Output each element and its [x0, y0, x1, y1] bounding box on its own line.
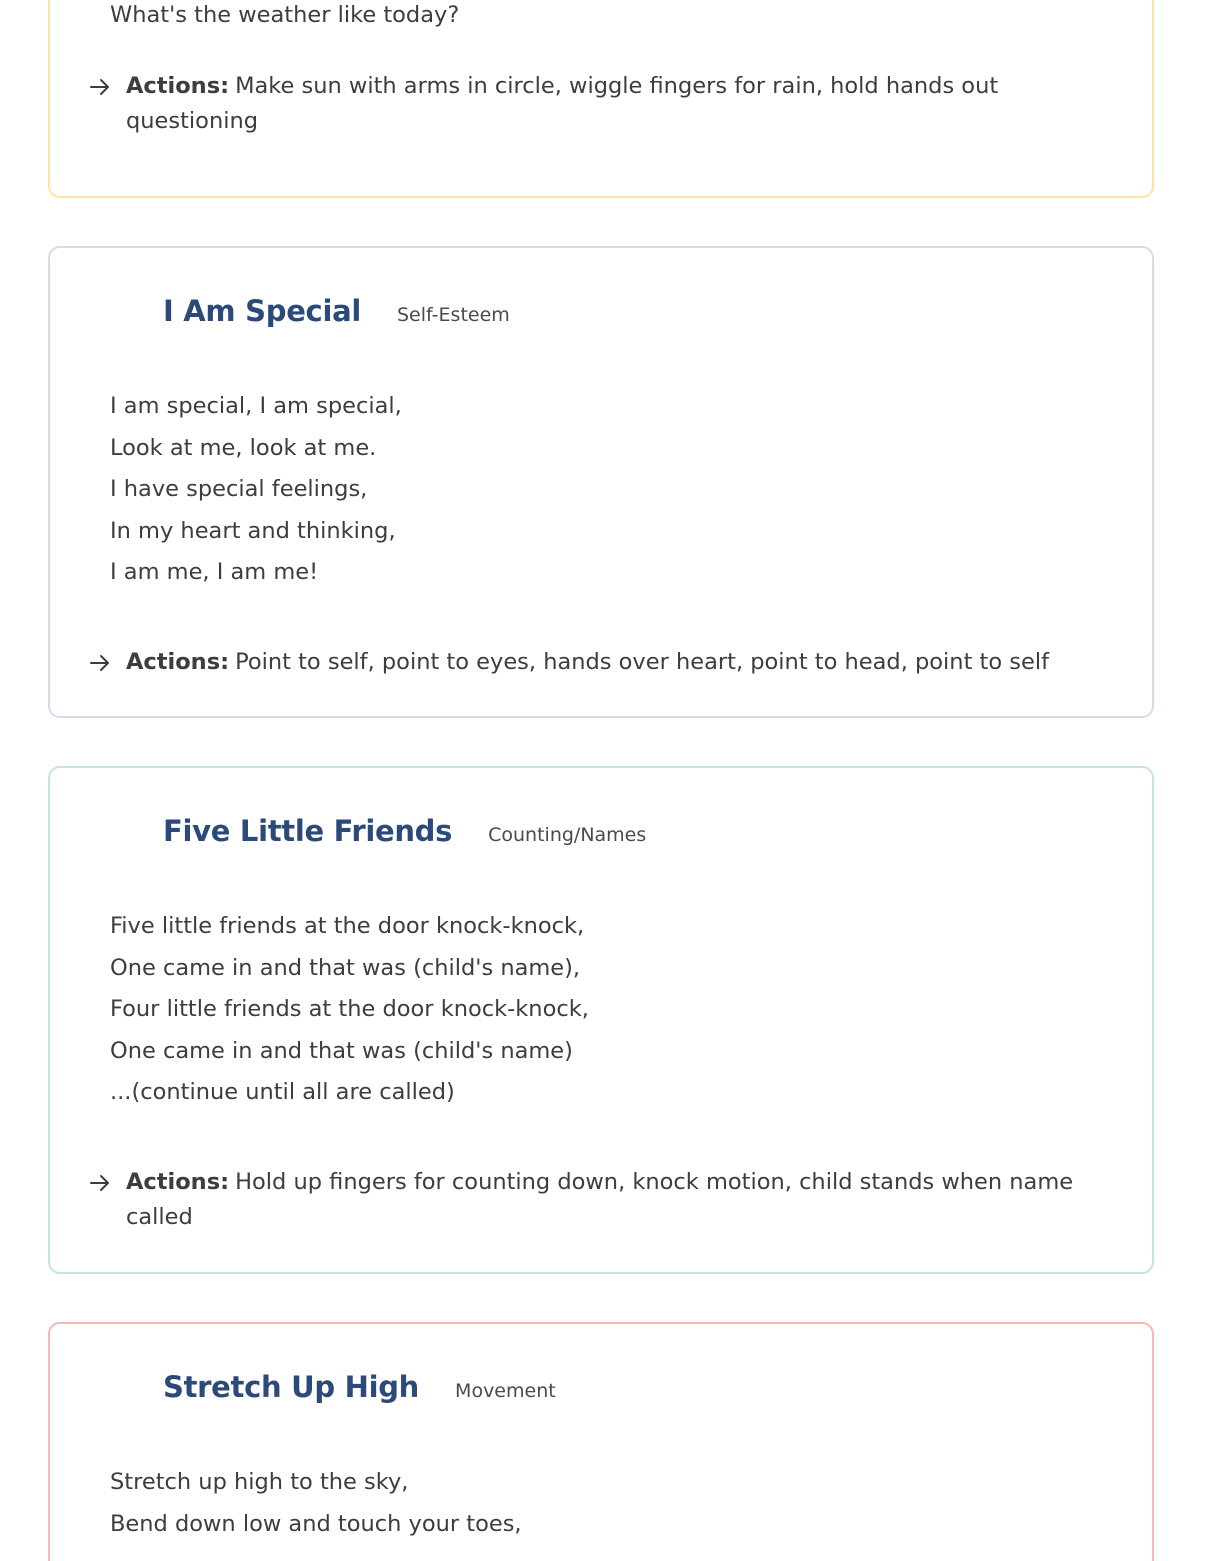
actions-description: Make sun with arms in circle, wiggle fingers for rain, hold hands out questioning — [126, 73, 999, 134]
actions-label: Actions: — [126, 73, 230, 99]
lyric-line: Four little friends at the door knock-knock, — [110, 996, 589, 1022]
actions-description: Hold up fingers for counting down, knock motion, child stands when name called — [126, 1169, 1074, 1230]
song-category-tag: Counting/Names — [488, 824, 647, 846]
lyric-line: One came in and that was (child's name) — [110, 1037, 573, 1064]
lyric-line: I am me, I am me! — [110, 559, 319, 585]
song-header — [163, 814, 646, 848]
arrow-right-icon — [88, 1165, 112, 1200]
song-lyrics — [110, 1462, 522, 1545]
song-lyrics — [110, 906, 589, 1114]
song-header — [163, 294, 510, 328]
song-card-i-am-special — [48, 246, 1154, 718]
lyric-line: What's the weather like today? — [110, 2, 460, 28]
song-lyrics — [110, 0, 459, 37]
lyric-line: Five little friends at the door knock-knock, — [110, 913, 585, 939]
song-header — [163, 1370, 556, 1404]
actions-label: Actions: — [126, 1169, 230, 1195]
song-actions — [88, 645, 1112, 680]
lyric-line: Stretch up high to the sky, — [110, 1469, 409, 1495]
actions-label: Actions: — [126, 649, 230, 675]
song-card-stretch-up-high — [48, 1322, 1154, 1561]
lyric-line: In my heart and thinking, — [110, 517, 396, 544]
lyric-line: I am special, I am special, — [110, 393, 402, 419]
lyric-line: One came in and that was (child's name), — [110, 954, 581, 981]
arrow-right-icon — [88, 645, 112, 680]
lyric-line: Look at me, look at me. — [110, 434, 377, 461]
song-title: Stretch Up High — [163, 1370, 420, 1404]
song-title: Five Little Friends — [163, 814, 453, 848]
song-card-weather — [48, 0, 1154, 198]
lyric-line: ...(continue until all are called) — [110, 1079, 455, 1105]
song-category-tag: Self-Esteem — [397, 304, 510, 326]
song-lyrics — [110, 386, 402, 594]
song-title: I Am Special — [163, 294, 361, 328]
song-actions — [88, 1165, 1112, 1235]
actions-description: Point to self, point to eyes, hands over heart, point to head, point to self — [235, 649, 1050, 675]
lyric-line: I have special feelings, — [110, 476, 368, 502]
song-actions — [88, 69, 1112, 139]
song-card-five-little-friends — [48, 766, 1154, 1274]
song-category-tag: Movement — [455, 1380, 556, 1402]
lyric-line: Bend down low and touch your toes, — [110, 1510, 522, 1537]
arrow-right-icon — [88, 69, 112, 104]
